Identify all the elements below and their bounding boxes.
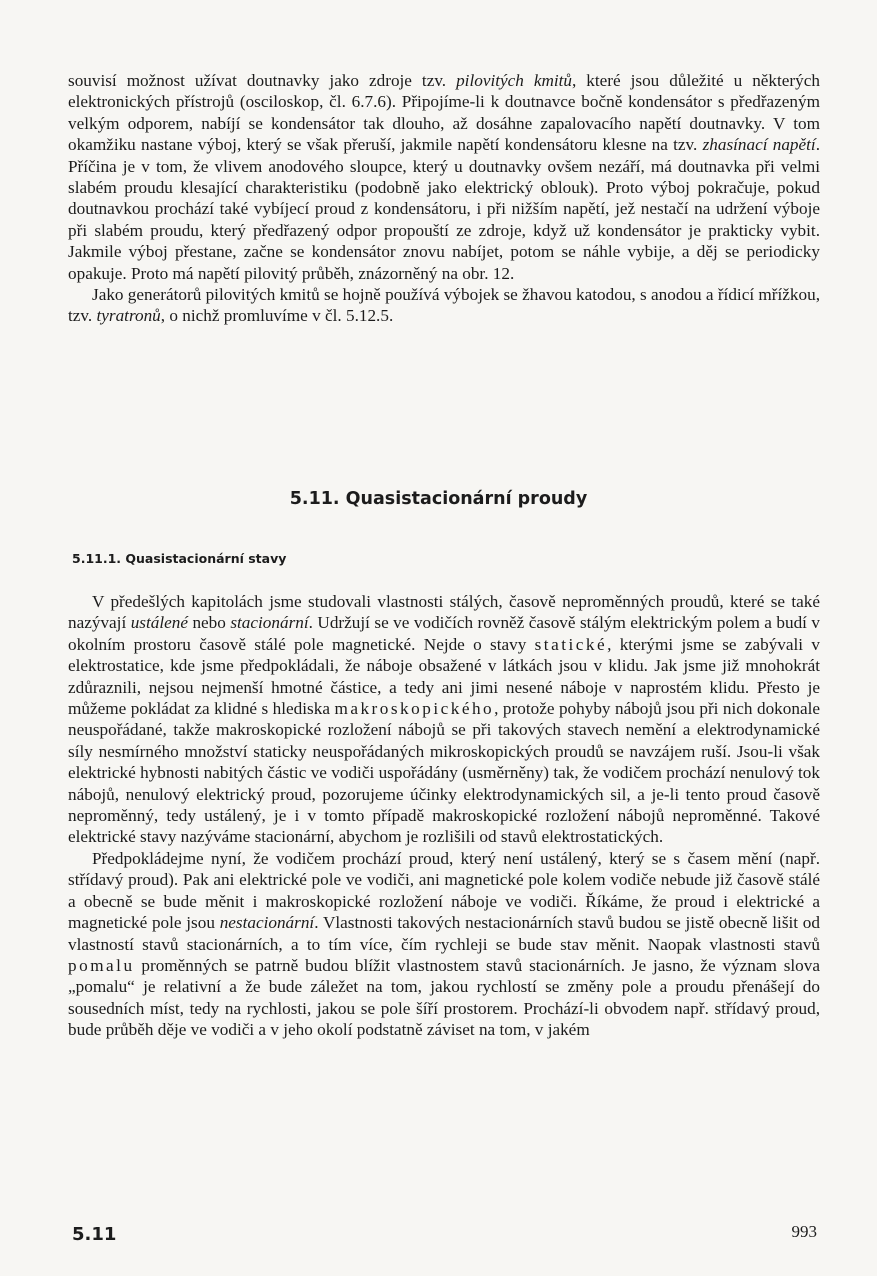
term-makroskopickeho: makroskopického <box>334 699 495 719</box>
term-ustalene: ustálené <box>130 613 188 633</box>
term-nestacionarni: nestacionární <box>219 913 315 933</box>
term-pilovitych-kmitu: pilovitých kmitů <box>456 71 573 90</box>
subsection-heading: 5.11.1. Quasistacionární stavy <box>72 551 287 566</box>
page-number: 993 <box>791 1222 817 1241</box>
paragraph-tyratron: Jako generátorů pilovitých kmitů se hojně používá výbojek se žhavou katodou, s anodou a řídicí mřížkou, tzv. tyratronů, o nichž promluvíme v čl. 5.12.5. <box>68 285 820 326</box>
term-zhasinaci-napeti: zhasínací napětí <box>702 135 816 155</box>
term-staticke: statické <box>534 634 608 654</box>
top-text-block <box>68 70 820 327</box>
term-tyratronu: tyratronů <box>96 306 161 326</box>
section-heading: 5.11. Quasistacionární proudy <box>289 489 588 509</box>
term-stacionarni: stacionární <box>230 613 309 633</box>
paragraph-sawtooth: souvisí možnost užívat doutnavky jako zdroje tzv. pilovitých kmitů, které jsou důležité u některých elektronických přístrojů (osciloskop, čl. 6.7.6). Připojíme-li k doutnavce bočně kondensátor s předřazeným velkým odporem, nabíjí se kondensátor tak dlouho, až dosáhne zapalovacího napětí doutnavky. V tom okamžiku nastane výboj, který se však přeruší, jakmile napětí kondensátoru klesne na tzv. zhasínací napětí. Příčina je v tom, že vlivem anodového sloupce, který u doutnavky ovšem nezáří, má doutnavka při velmi slabém proudu klesající charakteristiku (podobně jako elektrický oblouk). Proto výboj pokračuje, pokud doutnavkou prochází také vybíjecí proud z kondensátoru, i při nižším napětí, jež nestačí na udržení výboje při slabém proudu, který předřazený odpor propouští ze zdroje, když už kondensátor je prakticky vybit. Jakmile výboj přestane, začne se kondensátor znovu nabíjet, potom se náhle vybije, a děj se periodicky opakuje. Proto má napětí pilovitý průběh, znázorněný na obr. 12. <box>68 71 820 283</box>
body-text-block <box>68 591 820 1041</box>
paragraph-stationary: V předešlých kapitolách jsme studovali vlastnosti stálých, časově neproměnných proudů, které se také nazývají ustálené nebo stacionární. Udržují se ve vodičích rovněž časově stálým elektrickým polem a budí v okolním prostoru časově stálé pole magnetické. Nejde o stavy statické, kterými jsme se zabývali v elektrostatice, kde jsme předpokládali, že náboje obsažené v látkách jsou v klidu. Jak jsme již mnohokrát zdůraznili, nejsou nejmenší hmotné částice, a tedy ani jimi nesené náboje v naprostém klidu. Přesto je můžeme pokládat za klidné s hlediska makroskopického, protože pohyby nábojů jsou při nich dokonale neuspořádané, takže makroskopické rozložení nábojů se při takových stavech nemění a elektrodynamické síly nesmírného množství staticky neuspořádaných mikroskopických proudů se navzájem ruší. Jsou-li však elektrické hybnosti nabitých částic ve vodiči uspořádány (usměrněny) tak, že vodičem prochází nenulový tok nábojů, nenulový elektrický proud, pozorujeme účinky elektrodynamických sil, a je-li tento proud časově neproměnný, tedy ustálený, je i v tomto případě makroskopické rozložení nábojů neproměnné. Takové elektrické stavy nazýváme stacionární, abychom je rozlišili od stavů elektrostatických. <box>68 592 821 847</box>
term-pomalu: pomalu <box>68 955 135 975</box>
footer-section-number: 5.11 <box>72 1224 117 1245</box>
paragraph-nonstationary: Předpokládejme nyní, že vodičem prochází proud, který není ustálený, který se s časem mění (např. střídavý proud). Pak ani elektrické pole ve vodiči, ani magnetické pole kolem vodiče nebude již časově stálé a obecně se bude měnit i makroskopické rozložení náboje ve vodiči. Říkáme, že proud i elektrické a magnetické pole jsou nestacionární. Vlastnosti takových nestacionárních stavů budou se jistě obecně lišit od vlastností stavů stacionárních, a to tím více, čím rychleji se bude stav měnit. Naopak vlastnosti stavů pomalu proměnných se patrně budou blížit vlastnostem stavů stacionárních. Je jasno, že význam slova „pomalu“ je relativní a že bude záležet na tom, jakou rychlostí se změny pole a proudu přenášejí do sousedních míst, tedy na rychlosti, jakou se pole šíří prostorem. Prochází-li obvodem např. střídavý proud, bude průběh děje ve vodiči a v jeho okolí podstatně záviset na tom, v jakém <box>68 848 820 1040</box>
